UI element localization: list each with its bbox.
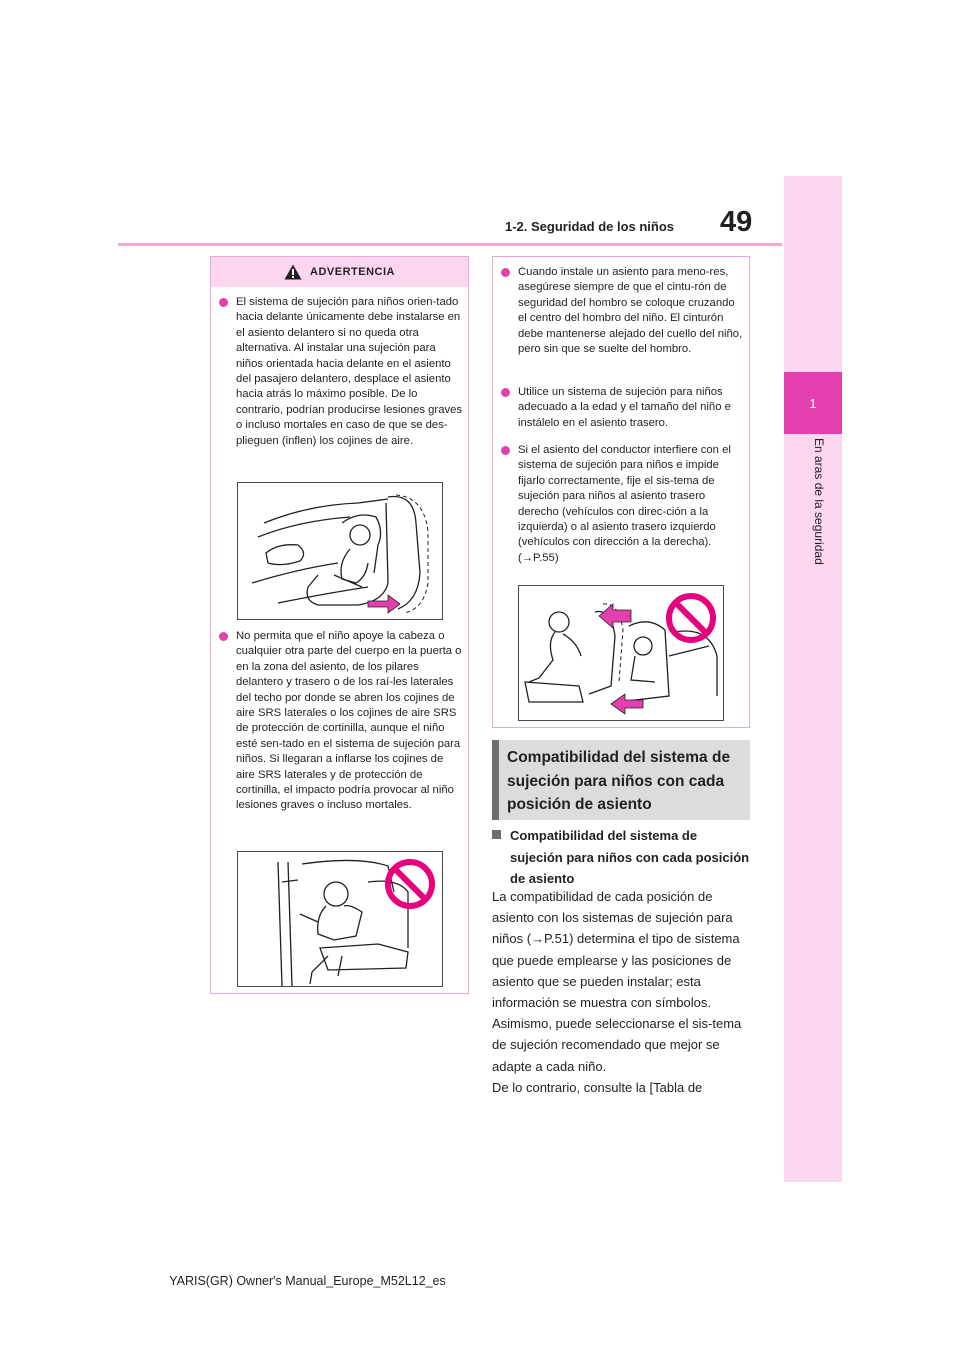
footer-text: YARIS(GR) Owner's Manual_Europe_M52L12_es	[169, 1274, 446, 1288]
front-seat-child-seat-illustration	[237, 482, 443, 620]
bullet-dot-icon	[501, 268, 510, 277]
warning-bullet-text: Utilice un sistema de sujeción para niños adecuado a la edad y el tamaño del niño e instálelo en el asiento trasero.	[518, 386, 731, 429]
subheading	[492, 825, 752, 890]
body-paragraph: De lo contrario, consulte la [Tabla de	[492, 1079, 703, 1095]
prohibition-icon	[384, 858, 436, 910]
section-heading-text: Compatibilidad del sistema de sujeción para niños con cada posición de asiento	[507, 749, 731, 813]
warning-bullet-text: El sistema de sujeción para niños orien-tado hacia delante únicamente debe instalarse en el asiento delantero si no queda otra alternativa. Al instalar una sujeción para niños orientada hacia delante en el asiento del pasajero delantero, desplace el asiento hacia atrás lo máximo posible. De lo contrario, podrían producirse lesiones graves o incluso mortales en caso de que se des-plieguen (inflen) los cojines de aire.	[236, 296, 463, 447]
warning-bullet	[219, 295, 464, 449]
warning-bullet	[501, 385, 745, 431]
body-text	[492, 886, 754, 1098]
bullet-dot-icon	[501, 388, 510, 397]
warning-header-label: ADVERTENCIA	[310, 266, 395, 278]
bullet-dot-icon	[219, 632, 228, 641]
body-paragraph: La compatibilidad de cada posición de asiento con los sistemas de sujeción para niños (→P.51) determina el tipo de sistema que puede emplearse y las posiciones de asiento que se pueden instalar; esta información se muestra con símbolos.	[492, 889, 740, 1011]
warning-bullet-text: Cuando instale un asiento para meno-res, asegúrese siempre de que el cintu-rón de seguridad del hombro se coloque cruzando el centro del hombro del niño. El cinturón debe mantenerse alejado del cuello del niño, pero sin que se suelte del hombro.	[518, 266, 743, 356]
warning-bullet	[219, 629, 464, 814]
warning-bullet	[501, 265, 745, 357]
front-seat-child-seat-drawing	[238, 483, 442, 619]
warning-header	[211, 257, 468, 287]
subheading-text: Compatibilidad del sistema de sujeción para niños con cada posición de asiento	[510, 828, 750, 886]
warning-bullet-text: Si el asiento del conductor interfiere con el sistema de sujeción para niños e impide fijarlo correctamente, fije el sis-tema de sujeción para niños al asiento trasero derecho (vehículos con direc-ción a la izquierda) o al asiento trasero izquierdo (vehículos con dirección a la derecha). (→P.55)	[518, 444, 731, 564]
driver-seat-interference-illustration	[518, 585, 724, 721]
body-paragraph: Asimismo, puede seleccionarse el sis-tema de sujeción recomendado que mejor se adapte a cada niño.	[492, 1016, 742, 1074]
warning-bullet	[501, 443, 745, 566]
warning-box-left	[210, 256, 469, 994]
warning-box-right	[492, 256, 750, 728]
bullet-dot-icon	[219, 298, 228, 307]
prohibition-icon	[665, 592, 717, 644]
warning-triangle-icon	[284, 264, 302, 280]
section-title: 1-2. Seguridad de los niños	[505, 219, 675, 234]
page-number: 49	[720, 206, 753, 238]
section-heading	[492, 740, 750, 820]
section-heading-bar	[492, 740, 499, 820]
square-bullet-icon	[492, 830, 501, 839]
bullet-dot-icon	[501, 446, 510, 455]
side-tab-strip	[784, 176, 842, 1182]
chapter-number-tab: 1	[784, 372, 842, 434]
header-rule	[118, 243, 782, 246]
chapter-label: En aras de la seguridad	[812, 438, 826, 565]
footer	[0, 1274, 960, 1288]
warning-bullet-text: No permita que el niño apoye la cabeza o cualquier otra parte del cuerpo en la puerta o en la zona del asiento, de los pilares delantero y trasero o de los raí-les laterales del techo por donde se abren los cojines de aire SRS laterales o los cojines de aire SRS de protección de cortinilla, aunque el niño esté sen-tado en el sistema de sujeción para niños. Si llegaran a inflarse los cojines de aire SRS laterales y de protección de cortinilla, el impacto podría provocar al niño lesiones graves o incluso mortales.	[236, 630, 462, 812]
child-leaning-illustration	[237, 851, 443, 987]
